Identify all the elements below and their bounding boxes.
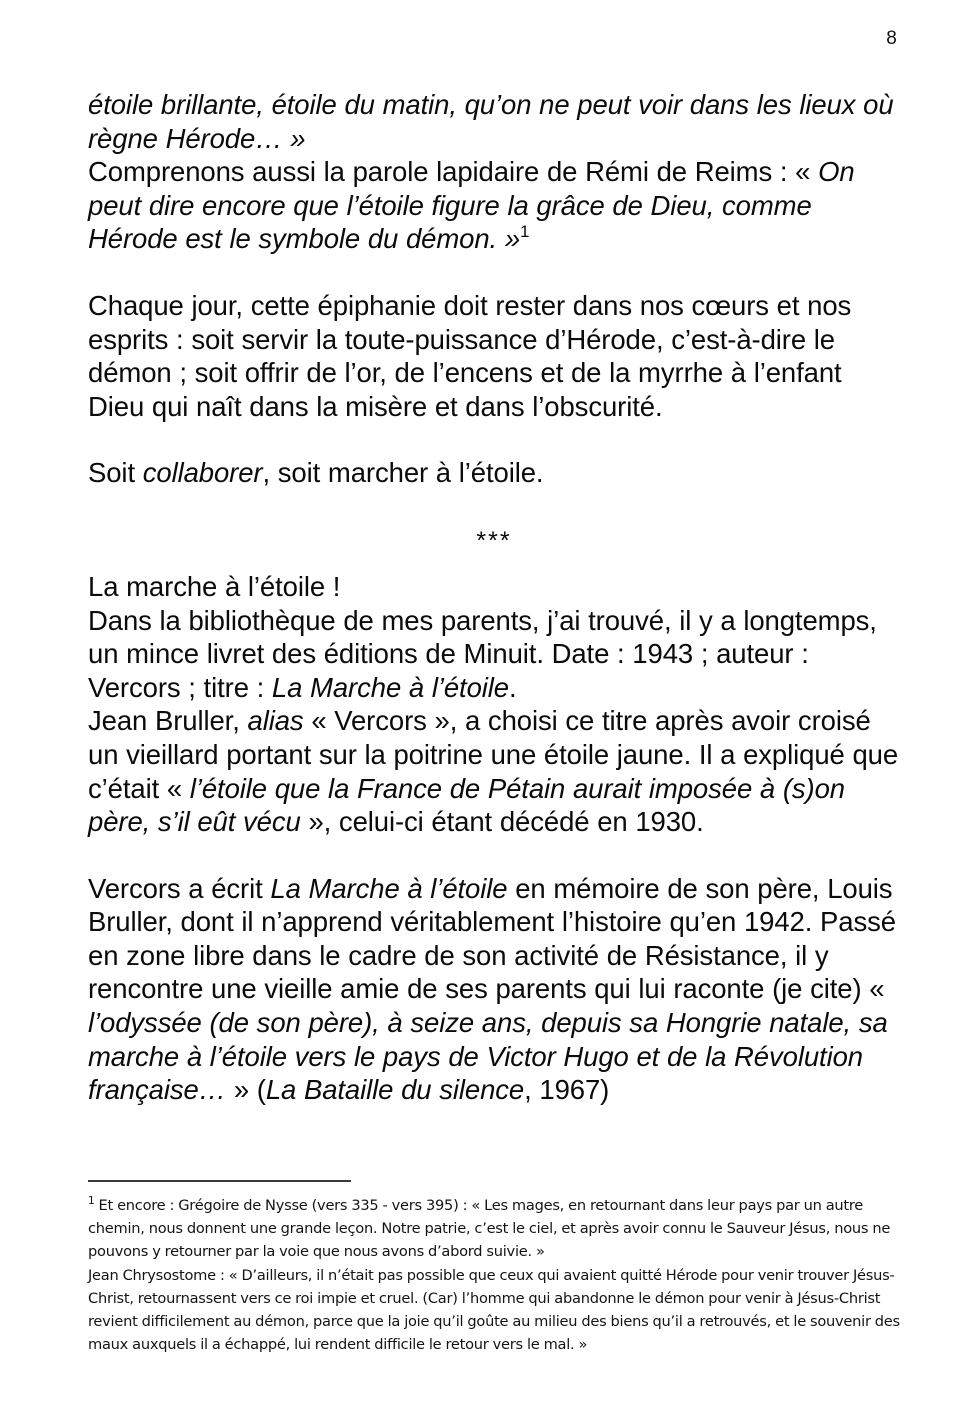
remi-de-reims-quote-italic: On peut dire encore que l’étoile figure la grâce de Dieu, comme Hérode est le symbole du démon. » (88, 156, 855, 255)
source-la-bataille-du-silence-italic: La Bataille du silence (265, 1074, 525, 1106)
footnote-block-jean-chrysostome: Jean Chrysostome : « D’ailleurs, il n’était pas possible que ceux qui avaient quitté Hérode pour venir trouver Jésus-Christ, retournassent vers ce roi impie et cruel. (Car) l’homme qui abandonne le démon pour venir à Jésus-Christ revient difficilement au démon, parce que la joie qu’il goûte au milieu des biens qu’il a retrouvés, et le souvenir des maux auxquels il a échappé, lui rendent difficile le retour vers le mal. » (88, 1266, 900, 1354)
footnote-text-gregoire: Et encore : Grégoire de Nysse (vers 335 - vers 395) : « Les mages, en retournant dans leur pays par un autre chemin, nous donnent une grande leçon. Notre patrie, c’est le ciel, et après avoir connu le Sauveur Jésus, nous ne pouvons y retourner par la voie que nous avons d’abord suivie. » (88, 1197, 891, 1261)
soit-collaborer-prefix: Soit (88, 457, 143, 489)
soit-collaborer-suffix: , soit marcher à l’étoile. (262, 457, 544, 489)
alias-italic: alias (247, 705, 304, 737)
paragraph-quote-etoile-brillante (88, 88, 900, 155)
footnote-block-gregoire-de-nysse (88, 1194, 900, 1264)
paragraph-vercors-memoire (88, 872, 900, 1107)
bruller-quote-italic: l’étoile que la France de Pétain aurait imposée à (s)on père, s’il eût vécu (88, 772, 845, 838)
footnote-reference-1[interactable]: 1 (520, 222, 530, 242)
bibliotheque-intro-text: Dans la bibliothèque de mes parents, j’ai trouvé, il y a longtemps, un mince livret des éditions de Minuit. Date : 1943 ; auteur : Vercors ; titre : (88, 604, 877, 703)
quote-italic-lead: étoile brillante, étoile du matin, qu’on ne peut voir dans les lieux où règne Hérode… » (88, 89, 894, 154)
bruller-text-part1: Jean Bruller, (88, 705, 248, 737)
paragraph-comprenons (88, 155, 900, 256)
page-number: 8 (886, 28, 897, 49)
vercors-text-part2: en mémoire de son père, Louis Bruller, dont il n’apprend véritablement l’histoire qu’en 1942. Passé en zone libre dans le cadre de son activité de Résistance, il y rencontre une vieille amie de ses parents qui lui raconte (je cite) « (88, 872, 896, 1005)
paragraph-soit-collaborer (88, 456, 900, 490)
section-separator-asterisks: *** (476, 526, 512, 555)
vercors-text-part4: , 1967) (524, 1074, 610, 1106)
vercors-text-part3: » ( (226, 1074, 266, 1106)
comprenons-roman-lead: Comprenons aussi la parole lapidaire de Rémi de Reims : « (88, 156, 819, 188)
bruller-text-part2: « Vercors », a choisi ce titre après avoir croisé un vieillard portant sur la poitrine une étoile jaune. Il a expliqué que c’était « (88, 705, 899, 804)
heading-la-marche-a-letoile: La marche à l’étoile ! (88, 570, 341, 602)
title-la-marche-a-letoile-italic: La Marche à l’étoile (270, 872, 508, 904)
footnote-separator-rule (88, 1180, 351, 1182)
vercors-text-part1: Vercors a écrit (88, 872, 271, 904)
odyssee-quote-italic: l’odyssée (de son père), à seize ans, depuis sa Hongrie natale, sa marche à l’étoile vers le pays de Victor Hugo et de la Révolution française… (88, 1007, 888, 1106)
footnote-marker-1: 1 (88, 1195, 95, 1207)
body-text-column (88, 88, 900, 1107)
bibliotheque-intro-end: . (509, 671, 517, 703)
footnote-area (88, 1180, 900, 1356)
paragraph-bibliotheque (88, 604, 900, 705)
book-title-la-marche-a-letoile-italic: La Marche à l’étoile (271, 671, 509, 703)
paragraph-chaque-jour: Chaque jour, cette épiphanie doit rester dans nos cœurs et nos esprits : soit servir la toute-puissance d’Hérode, c’est-à-dire le démon ; soit offrir de l’or, de l’encens et de la myrrhe à l’enfant Dieu qui naît dans la misère et dans l’obscurité. (88, 289, 852, 422)
bruller-text-part3: », celui-ci étant décédé en 1930. (300, 806, 704, 838)
paragraph-jean-bruller (88, 704, 900, 838)
collaborer-italic: collaborer (142, 457, 263, 489)
